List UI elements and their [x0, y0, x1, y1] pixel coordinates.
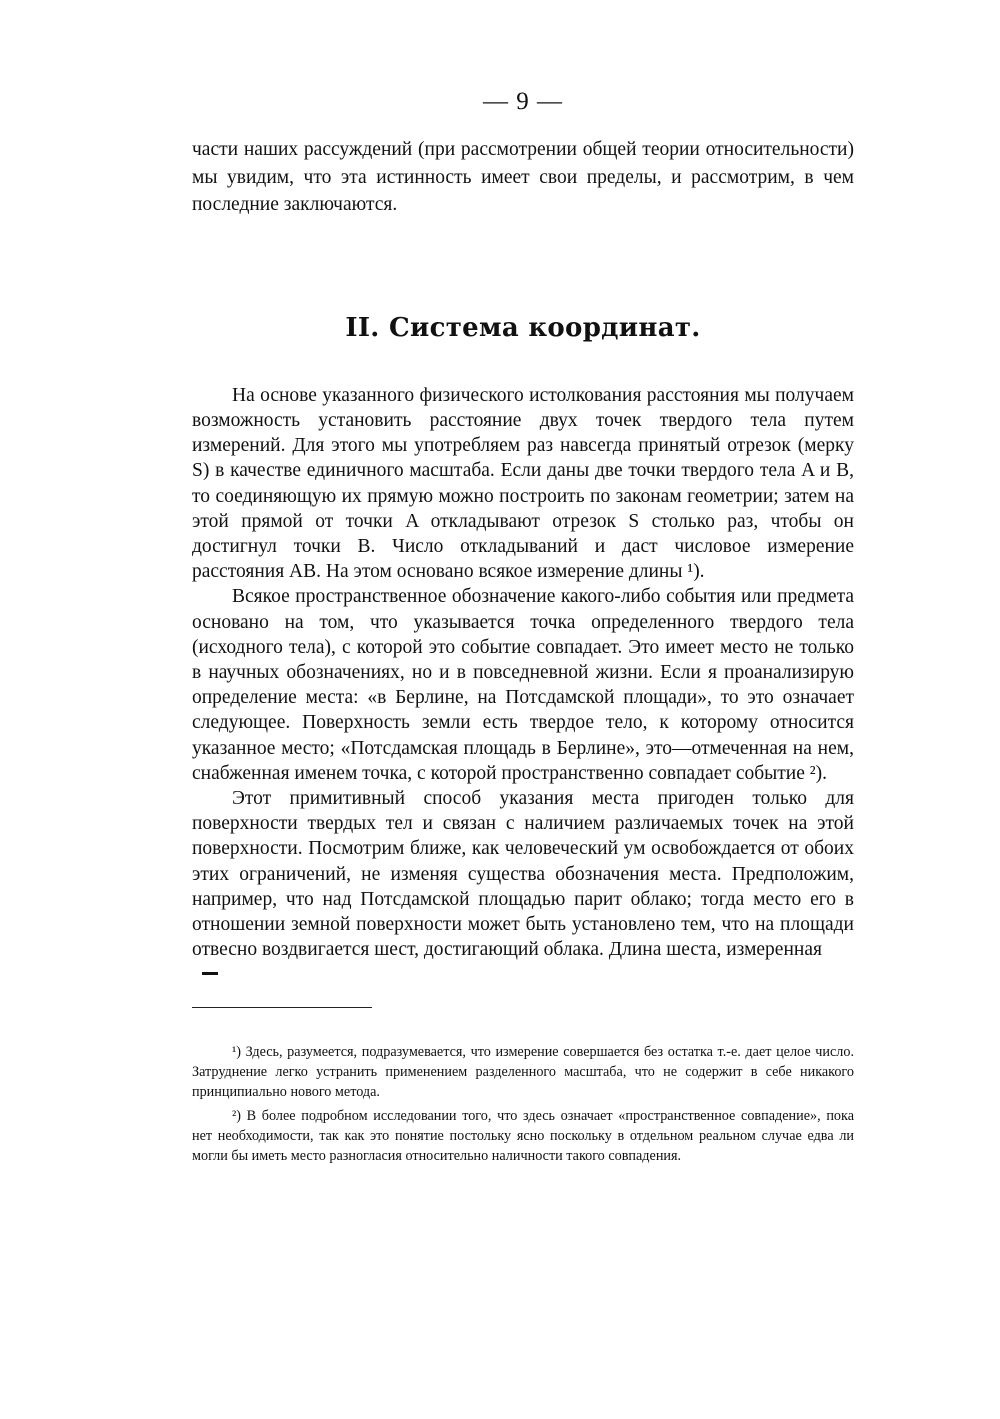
page-number: — 9 — [483, 88, 563, 115]
printer-mark-icon [202, 972, 218, 975]
section-heading: II. Система координат. [345, 312, 701, 343]
book-page [192, 88, 854, 1166]
body-paragraph-3: Этот примитивный способ указания места пригоден только для поверхности твердых тел и связан с наличием различаемых точек на этой поверхности. Посмотрим ближе, как человеческий ум освобождается от обоих этих ограничений, не изменяя существа обозначения места. Предположим, например, что над Потсдамской площадью парит облако; тогда место его в отношении земной поверхности может быть установлено тем, что на площади отвесно воздвигается шест, достигающий облака. Длина шеста, измеренная [192, 788, 854, 961]
body-paragraph-2: Всякое пространственное обозначение какого-либо события или предмета основано на том, что указывается точка определенного твердого тела (исходного тела), с которой это событие совпадает. Это имеет место не только в научных обозначениях, но и в повседневной жизни. Если я проанализирую определение места: «в Берлине, на Потсдамской площади», то это означает следующее. Поверхность земли есть твердое тело, к которому относится указанное место; «Потсдамская площадь в Берлине», это—отмеченная на нем, снабженная именем точка, с которой пространственно совпадает событие ²). [192, 586, 854, 784]
intro-paragraph: части наших рассуждений (при рассмотрении общей теории относительности) мы увидим, что эта истинность имеет свои пределы, и рассмотрим, в чем последние заключаются. [192, 139, 854, 216]
footnote-divider [192, 1007, 372, 1008]
footnote-2: ²) В более подробном исследовании того, что здесь означает «пространственное совпадение», пока нет необходимости, так как это понятие постольку ясно поскольку в отдельном реальном случае едва ли могли бы иметь место разногласия относительно наличности такого совпадения. [192, 1108, 854, 1165]
body-paragraph-1: На основе указанного физического истолкования расстояния мы получаем возможность установить расстояние двух точек твердого тела путем измерений. Для этого мы употребляем раз навсегда принятый отрезок (мерку S) в качестве единичного масштаба. Если даны две точки твердого тела A и B, то соединяющую их прямую можно построить по законам геометрии; затем на этой прямой от точки A откладывают отрезок S столько раз, чтобы он достигнул точки B. Число откладываний и даст числовое измерение расстояния AB. На этом основано всякое измерение длины ¹). [192, 384, 854, 583]
footnote-1: ¹) Здесь, разумеется, подразумевается, что измерение совершается без остатка т.-е. дает целое число. Затруднение легко устранить применением разделенного масштаба, что не содержит в себе никакого принципиально нового метода. [192, 1044, 854, 1101]
